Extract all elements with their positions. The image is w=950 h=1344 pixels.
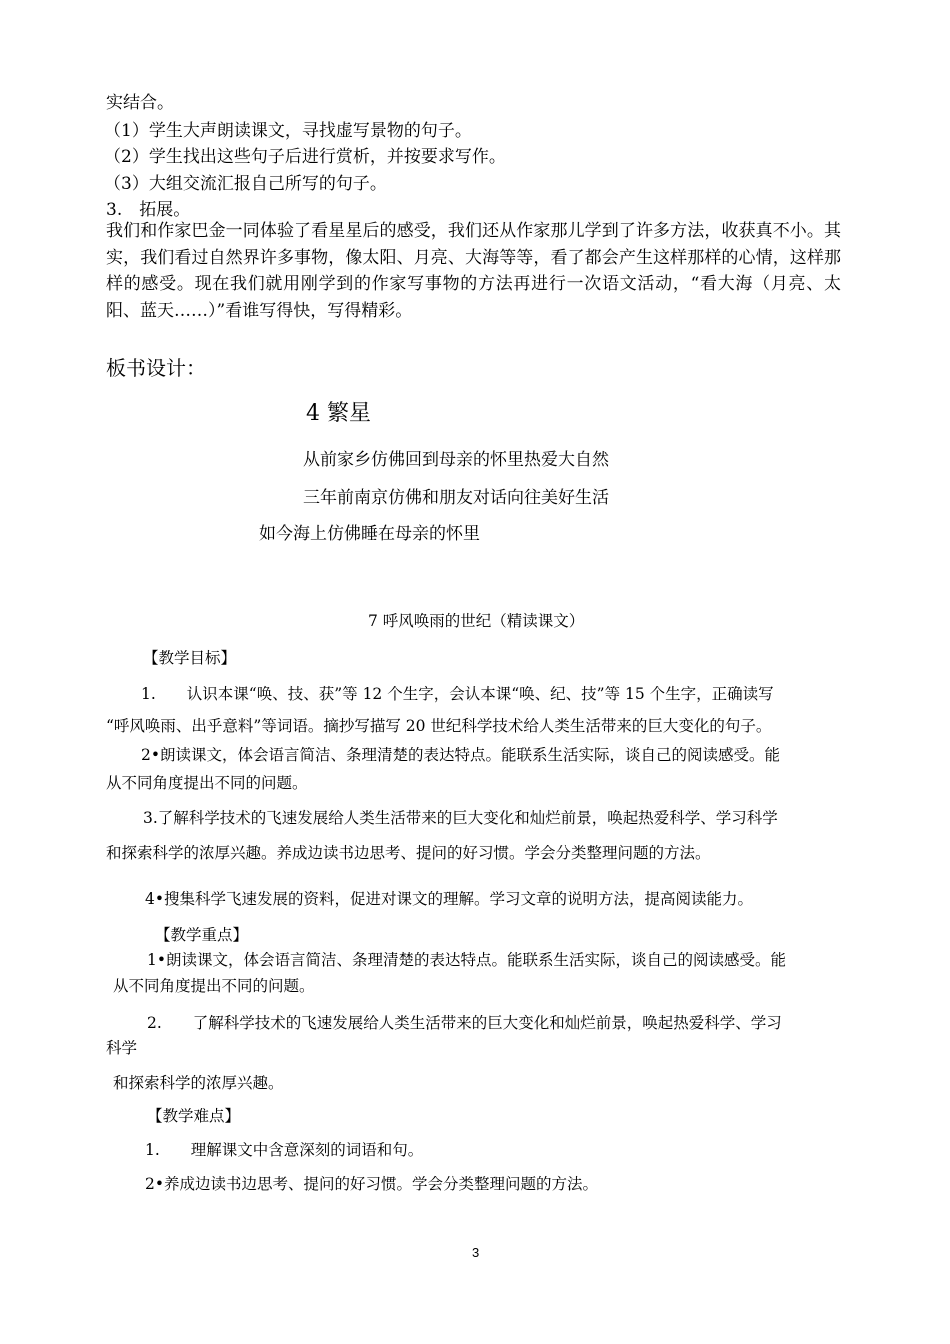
text-line: 实结合。 [106, 93, 174, 113]
goal-line: 从不同角度提出不同的问题。 [106, 774, 308, 792]
goal-line: 和探索科学的浓厚兴趣。养成边读书边思考、提问的好习惯。学会分类整理问题的方法。 [106, 844, 711, 862]
goal-line: 2•朗读课文，体会语言简洁、条理清楚的表达特点。能联系生活实际，谈自己的阅读感受。能 [141, 746, 781, 764]
difficulty-line: 2•养成边读书边思考、提问的好习惯。学会分类整理问题的方法。 [145, 1175, 599, 1193]
step-item: （1）学生大声朗读课文，寻找虚写景物的句子。 [104, 121, 472, 141]
section-label: 3. 拓展。 [106, 200, 191, 220]
goal-line: 3.了解科学技术的飞速发展给人类生活带来的巨大变化和灿烂前景，唤起热爱科学、学习科学 [143, 809, 778, 827]
difficulty-line: 1. 理解课文中含意深刻的词语和句。 [145, 1141, 424, 1159]
board-row: 如今海上仿佛睡在母亲的怀里 [259, 524, 480, 544]
section-heading: 【教学重点】 [155, 926, 249, 944]
section-heading: 【教学目标】 [143, 649, 237, 667]
key-line: 科学 [106, 1039, 138, 1057]
board-title: 4 繁星 [306, 401, 371, 426]
page-number: 3 [472, 1245, 480, 1260]
key-line: 从不同角度提出不同的问题。 [113, 977, 315, 995]
goal-line: 4•搜集科学飞速发展的资料，促进对课文的理解。学习文章的说明方法，提高阅读能力。 [145, 890, 754, 908]
board-heading: 板书设计： [106, 356, 206, 380]
step-item: （2）学生找出这些句子后进行赏析，并按要求写作。 [104, 147, 506, 167]
expand-paragraph: 我们和作家巴金一同体验了看星星后的感受，我们还从作家那儿学到了许多方法，收获真不小。其实，我们看过自然界许多事物，像太阳、月亮、大海等等，看了都会产生这样那样的心情，这样那样的感受。现在我们就用刚学到的作家写事物的方法再进行一次语文活动，“看大海（月亮、太阳、蓝天……）”看谁写得快，写得精彩。 [106, 221, 841, 321]
key-line: 2. 了解科学技术的飞速发展给人类生活带来的巨大变化和灿烂前景，唤起热爱科学、学习 [147, 1014, 782, 1032]
board-row: 三年前南京仿佛和朋友对话向往美好生活 [303, 488, 609, 508]
goal-line: 1. 认识本课“唤、技、获”等 12 个生字，会认本课“唤、纪、技”等 15 个生字，正确读写 [141, 685, 774, 703]
key-line: 和探索科学的浓厚兴趣。 [113, 1074, 284, 1092]
goal-line: “呼风唤雨、出乎意料”等词语。摘抄写描写 20 世纪科学技术给人类生活带来的巨大变化的句子。 [106, 717, 772, 735]
key-line: 1•朗读课文，体会语言简洁、条理清楚的表达特点。能联系生活实际，谈自己的阅读感受。能 [147, 951, 787, 969]
lesson-title: 7 呼风唤雨的世纪（精读课文） [368, 612, 585, 630]
step-item: （3）大组交流汇报自己所写的句子。 [104, 174, 387, 194]
board-row: 从前家乡仿佛回到母亲的怀里热爱大自然 [303, 450, 609, 470]
section-heading: 【教学难点】 [147, 1107, 241, 1125]
